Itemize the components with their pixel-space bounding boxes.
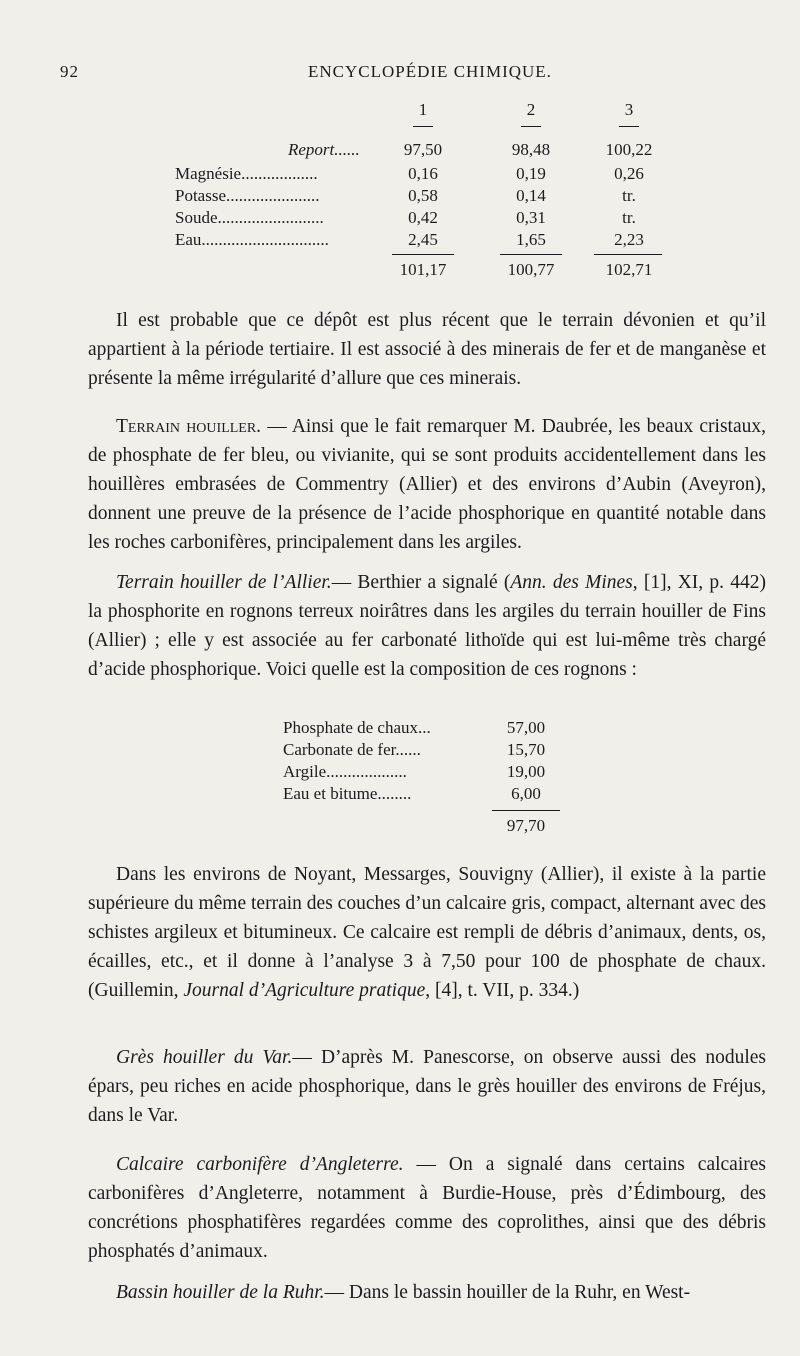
row-value: 0,26	[614, 164, 644, 183]
column-header-3: 3	[624, 100, 634, 119]
sum-rule	[492, 810, 560, 811]
row-value: 15,70	[506, 740, 546, 759]
report-label: Report......	[288, 140, 360, 159]
paragraph-text: — On a signalé dans certains calcaires carbonifères d’Angleterre, notamment à Burdie-House, près d’Édimbourg, des concrétions phosphatifères regardées comme des coprolithes, ainsi que des débris phosphatés d’animaux.	[88, 1154, 766, 1262]
row-label: Argile...................	[283, 762, 407, 781]
row-value: 0,58	[408, 186, 438, 205]
paragraph-text: Dans les environs de Noyant, Messarges, Souvigny (Allier), il existe à la partie supérieure du même terrain des couches d’un calcaire gris, compact, alternant avec des schistes argileux et bitumineux. Ce calcaire est rempli de débris d’animaux, dents, os, écailles, etc., et il donne à l’analyse 3 à 7,50 pour 100 de phosphate de chaux. (Guillemin,	[88, 864, 766, 1001]
row-label: Carbonate de fer......	[283, 740, 421, 759]
row-value: 0,31	[516, 208, 546, 227]
paragraph	[88, 1150, 766, 1266]
paragraph	[88, 568, 766, 684]
total-value-2: 100,77	[507, 260, 555, 279]
header-rule-3	[619, 126, 639, 127]
paragraph	[88, 412, 766, 557]
paragraph	[88, 306, 766, 393]
row-label: Magnésie..................	[175, 164, 318, 183]
paragraph	[88, 860, 766, 1005]
paragraph-text: — Dans le bassin houiller de la Ruhr, en West-	[324, 1282, 691, 1303]
row-label: Soude.........................	[175, 208, 324, 227]
total-value-3: 102,71	[605, 260, 653, 279]
row-value: 0,16	[408, 164, 438, 183]
sum-rule-3	[594, 254, 662, 255]
paragraph-text: , [1], XI, p. 442) la phosphorite en rognons terreux noirâtres dans les argiles du terrain houiller de Fins (Allier) ; elle y est associée au fer carbonaté lithoïde qui est lui-même très chargé d’acide phosphorique. Voici quelle est la composition de ces rognons :	[88, 572, 767, 680]
sum-rule-2	[500, 254, 562, 255]
row-label: Eau et bitume........	[283, 784, 412, 803]
row-value: 2,23	[614, 230, 644, 249]
paragraph-text: — D’après M. Panescorse, on observe aussi des nodules épars, peu riches en acide phosphorique, dans le grès houiller des environs de Fréjus, dans le Var.	[88, 1047, 767, 1126]
paragraph	[88, 1278, 766, 1307]
report-value-3: 100,22	[605, 140, 653, 159]
row-value: 57,00	[506, 718, 546, 737]
paragraph	[88, 1043, 766, 1130]
row-label: Phosphate de chaux...	[283, 718, 431, 737]
row-value: 19,00	[506, 762, 546, 781]
header-rule-1	[413, 126, 433, 127]
paragraph-text: Il est probable que ce dépôt est plus récent que le terrain dévonien et qu’il appartient à la période tertiaire. Il est associé à des minerais de fer et de manganèse et présente la même irrégularité d’allure que ces minerais.	[88, 310, 766, 389]
paragraph-text: — Berthier a signalé (	[331, 572, 511, 593]
row-value: 0,19	[516, 164, 546, 183]
row-value: 0,14	[516, 186, 546, 205]
section-heading: Calcaire carbonifère d’Angleterre.	[116, 1154, 404, 1175]
report-value-1: 97,50	[403, 140, 443, 159]
row-value: tr.	[622, 186, 636, 205]
section-heading: Terrain houiller de l’Allier.	[116, 572, 332, 593]
section-heading: Bassin houiller de la Ruhr.	[116, 1282, 325, 1303]
row-label: Eau..............................	[175, 230, 329, 249]
section-heading: Grès houiller du Var.	[116, 1047, 293, 1068]
running-header	[60, 62, 760, 86]
citation-title: Journal d’Agriculture pratique	[183, 980, 426, 1001]
column-header-1: 1	[418, 100, 428, 119]
total-value-1: 101,17	[399, 260, 447, 279]
row-value: 2,45	[408, 230, 438, 249]
row-value: 6,00	[511, 784, 541, 803]
paragraph-text: — Ainsi que le fait remarquer M. Daubrée, les beaux cristaux, de phosphate de fer bleu, ou vivianite, qui se sont produits accidentellement dans les houillères embrasées de Commentry (Allier) et des environs d’Aubin (Aveyron), donnent une preuve de la présence de l’acide phosphorique en quantité notable dans les roches carbonifères, principalement dans les argiles.	[88, 416, 766, 553]
paragraph-text: , [4], t. VII, p. 334.)	[425, 980, 580, 1001]
sum-rule-1	[392, 254, 454, 255]
running-title: ENCYCLOPÉDIE CHIMIQUE.	[308, 62, 552, 81]
header-rule-2	[521, 126, 541, 127]
row-value: 0,42	[408, 208, 438, 227]
citation-title: Ann. des Mines	[510, 572, 633, 593]
section-heading: Terrain houiller.	[116, 416, 262, 437]
column-header-2: 2	[526, 100, 536, 119]
report-value-2: 98,48	[511, 140, 551, 159]
page-number: 92	[60, 62, 79, 81]
row-label: Potasse......................	[175, 186, 320, 205]
row-value: tr.	[622, 208, 636, 227]
row-value: 1,65	[516, 230, 546, 249]
total-value: 97,70	[506, 816, 546, 835]
